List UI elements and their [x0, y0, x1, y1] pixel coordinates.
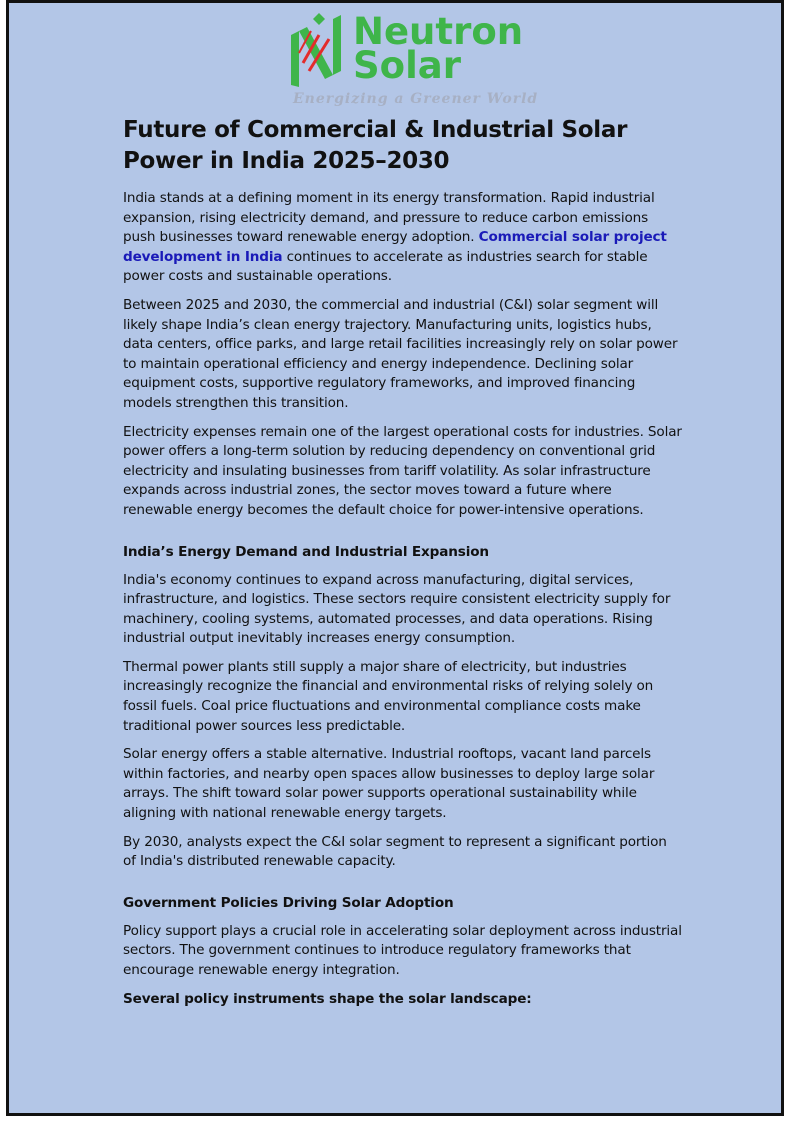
paragraph: Policy support plays a crucial role in accelerating solar deployment across industrial sectors. The government continues to introduce regulatory frameworks that encourage renewable energy integration. [123, 922, 682, 978]
brand-tagline: Energizing a Greener World [293, 91, 539, 107]
paragraph: By 2030, analysts expect the C&I solar segment to represent a significant portion of India's distributed renewable capacity. [123, 833, 667, 870]
section-heading-energy-demand: India’s Energy Demand and Industrial Expansion [123, 543, 489, 560]
brand-name-line-1: Neutron [353, 10, 524, 53]
neutron-solar-emblem-icon [289, 13, 351, 91]
intro-text-after-link: continues to accelerate as industries search for stable power costs and sustainable operations. [123, 248, 648, 285]
paragraph: Solar energy offers a stable alternative. Industrial rooftops, vacant land parcels within factories, and nearby open spaces allow businesses to deploy large solar arrays. The shift toward solar power supports operational sustainability while aligning with national renewable energy targets. [123, 746, 655, 822]
intro-text-before-link: India stands at a defining moment in its energy transformation. Rapid industrial expansion, rising electricity demand, and pressure to reduce carbon emissions push businesses toward renewable energy adoption. [123, 190, 655, 246]
article-title: Future of Commercial & Industrial Solar Power in India 2025–2030 [123, 117, 628, 174]
company-logo [289, 10, 539, 113]
brand-name-line-2: Solar [353, 44, 461, 87]
section-heading-government-policies: Government Policies Driving Solar Adoption [123, 894, 454, 911]
commercial-solar-link[interactable]: Commercial solar project development in India [123, 229, 667, 265]
policy-lead-in: Several policy instruments shape the solar landscape: [123, 990, 532, 1007]
paragraph: Thermal power plants still supply a major share of electricity, but industries increasingly recognize the financial and environmental risks of relying solely on fossil fuels. Coal price fluctuations and environmental compliance costs make traditional power sources less predictable. [123, 658, 654, 734]
intro-paragraph [123, 189, 683, 287]
article-body [123, 115, 683, 1018]
paragraph: Electricity expenses remain one of the largest operational costs for industries. Solar power offers a long-term solution by reducing dependency on conventional grid electricity and insulating businesses from tariff volatility. As solar infrastructure expands across industrial zones, the sector moves toward a future where renewable energy becomes the default choice for power-intensive operations. [123, 423, 682, 518]
document-page [6, 0, 784, 1116]
paragraph: India's economy continues to expand across manufacturing, digital services, infrastructure, and logistics. These sectors require consistent electricity supply for machinery, cooling systems, automated processes, and data operations. Rising industrial output inevitably increases energy consumption. [123, 571, 671, 647]
paragraph: Between 2025 and 2030, the commercial and industrial (C&I) solar segment will likely shape India’s clean energy trajectory. Manufacturing units, logistics hubs, data centers, office parks, and large retail facilities increasingly rely on solar power to maintain operational efficiency and energy independence. Declining solar equipment costs, supportive regulatory frameworks, and improved financing models strengthen this transition. [123, 296, 678, 411]
